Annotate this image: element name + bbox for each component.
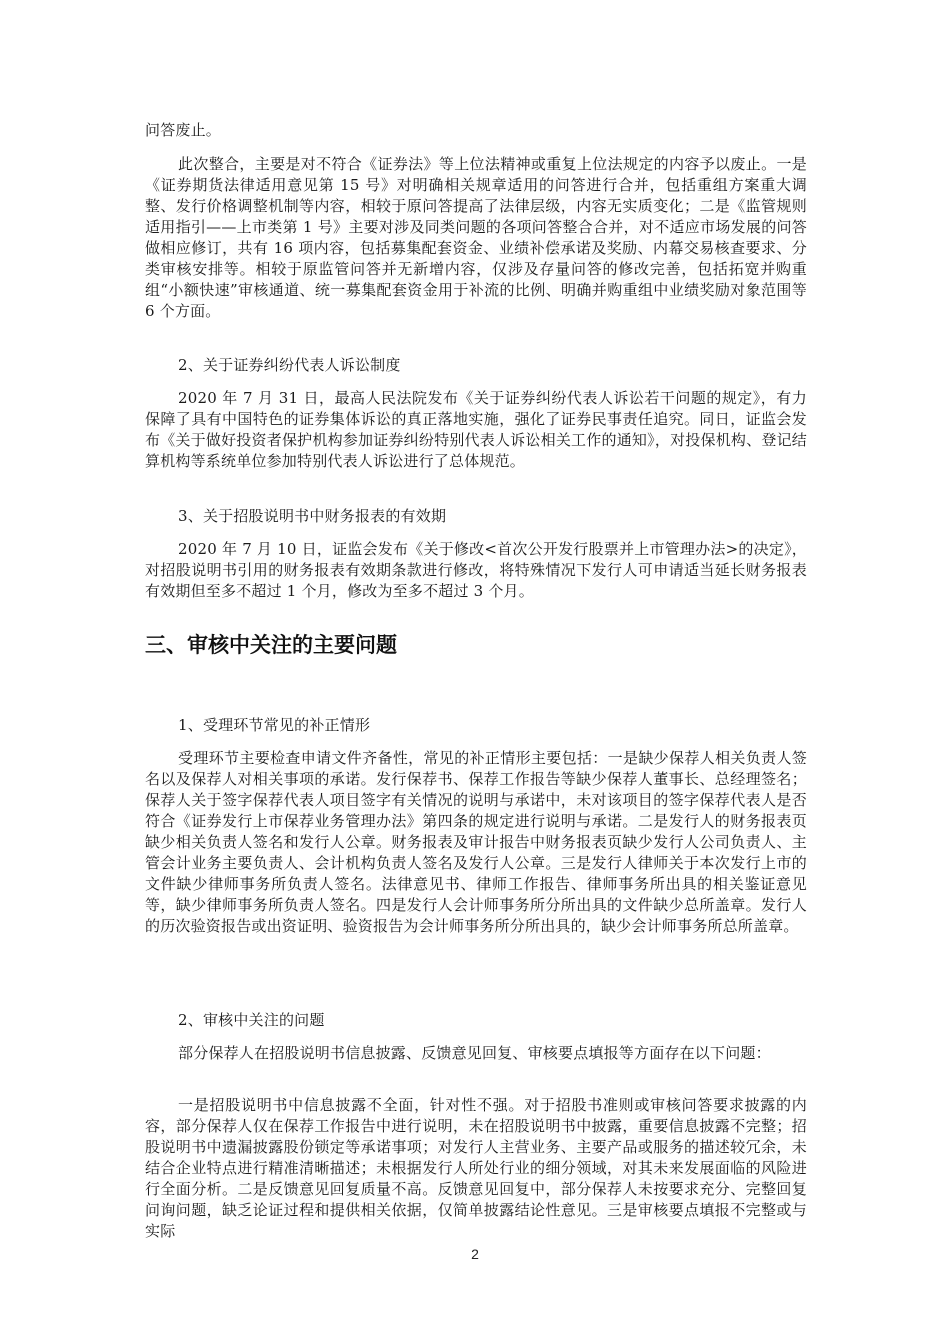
subheading-financial-statement-validity: 3、关于招股说明书中财务报表的有效期 — [178, 507, 447, 525]
paragraph-review-issues-detail: 一是招股说明书中信息披露不全面，针对性不强。对于招股书准则或审核问答要求披露的内容，部分保荐人仅在保荐工作报告中进行说明，未在招股说明书中披露，重要信息披露不完整；招股说明书中遗漏披露股份锁定等承诺事项；对发行人主营业务、主要产品或服务的描述较冗余，未结合企业特点进行精准清晰描述；未根据发行人所处行业的细分领域，对其未来发展面临的风险进行全面分析。二是反馈意见回复质量不高。反馈意见回复中，部分保荐人未按要求充分、完整回复问询问题，缺乏论证过程和提供相关依据，仅简单披露结论性意见。三是审核要点填报不完整或与实际 — [145, 1096, 807, 1240]
paragraph-review-issues-intro: 部分保荐人在招股说明书信息披露、反馈意见回复、审核要点填报等方面存在以下问题： — [178, 1044, 771, 1062]
paragraph-continuation: 问答废止。 — [145, 121, 222, 139]
paragraph-acceptance-corrections: 受理环节主要检查申请文件齐备性，常见的补正情形主要包括：一是缺少保荐人相关负责人签名以及保荐人对相关事项的承诺。发行保荐书、保荐工作报告等缺少保荐人董事长、总经理签名；保荐人关于签字保荐代表人项目签字有关情况的说明与承诺中，未对该项目的签字保荐代表人是否符合《证券发行上市保荐业务管理办法》第四条的规定进行说明与承诺。二是发行人的财务报表页缺少相关负责人签名和发行人公章。财务报表及审计报告中财务报表页缺少发行人公司负责人、主管会计业务主要负责人、会计机构负责人签名及发行人公章。三是发行人律师关于本次发行上市的文件缺少律师事务所负责人签名。法律意见书、律师工作报告、律师事务所出具的相关鉴证意见等，缺少律师事务所负责人签名。四是发行人会计师事务所分所出具的文件缺少总所盖章。发行人的历次验资报告或出资证明、验资报告为会计师事务所分所出具的，缺少会计师事务所总所盖章。 — [145, 749, 807, 935]
page-number: 2 — [471, 1246, 479, 1262]
paragraph-integration: 此次整合，主要是对不符合《证券法》等上位法精神或重复上位法规定的内容予以废止。一是《证券期货法律适用意见第 15 号》对明确相关规章适用的问答进行合并，包括重组方案重大调整、发行价格调整机制等内容，相较于原问答提高了法律层级，内容无实质变化；二是《监管规则适用指引——上市类第 1 号》主要对涉及同类问题的各项问答整合合并，对不适应市场发展的问答做相应修订，共有 16 项内容，包括募集配套资金、业绩补偿承诺及奖励、内幕交易核查要求、分类审核安排等。相较于原监管问答并无新增内容，仅涉及存量问答的修改完善，包括拓宽并购重组“小额快速”审核通道、统一募集配套资金用于补流的比例、明确并购重组中业绩奖励对象范围等 6 个方面。 — [145, 155, 807, 320]
paragraph-financial-statement-validity: 2020 年 7 月 10 日，证监会发布《关于修改<首次公开发行股票并上市管理办法>的决定》，对招股说明书引用的财务报表有效期条款进行修改，将特殊情况下发行人可申请适当延长财务报表有效期但至多不超过 1 个月，修改为至多不超过 3 个月。 — [145, 540, 807, 600]
subheading-representative-litigation: 2、关于证券纠纷代表人诉讼制度 — [178, 356, 401, 374]
subheading-review-issues: 2、审核中关注的问题 — [178, 1011, 325, 1029]
section-heading: 三、审核中关注的主要问题 — [145, 633, 397, 657]
subheading-acceptance-corrections: 1、受理环节常见的补正情形 — [178, 716, 371, 734]
paragraph-representative-litigation: 2020 年 7 月 31 日，最高人民法院发布《关于证券纠纷代表人诉讼若干问题的规定》，有力保障了具有中国特色的证券集体诉讼的真正落地实施，强化了证券民事责任追究。同日，证监会发布《关于做好投资者保护机构参加证券纠纷特别代表人诉讼相关工作的通知》，对投保机构、登记结算机构等系统单位参加特别代表人诉讼进行了总体规范。 — [145, 389, 807, 470]
